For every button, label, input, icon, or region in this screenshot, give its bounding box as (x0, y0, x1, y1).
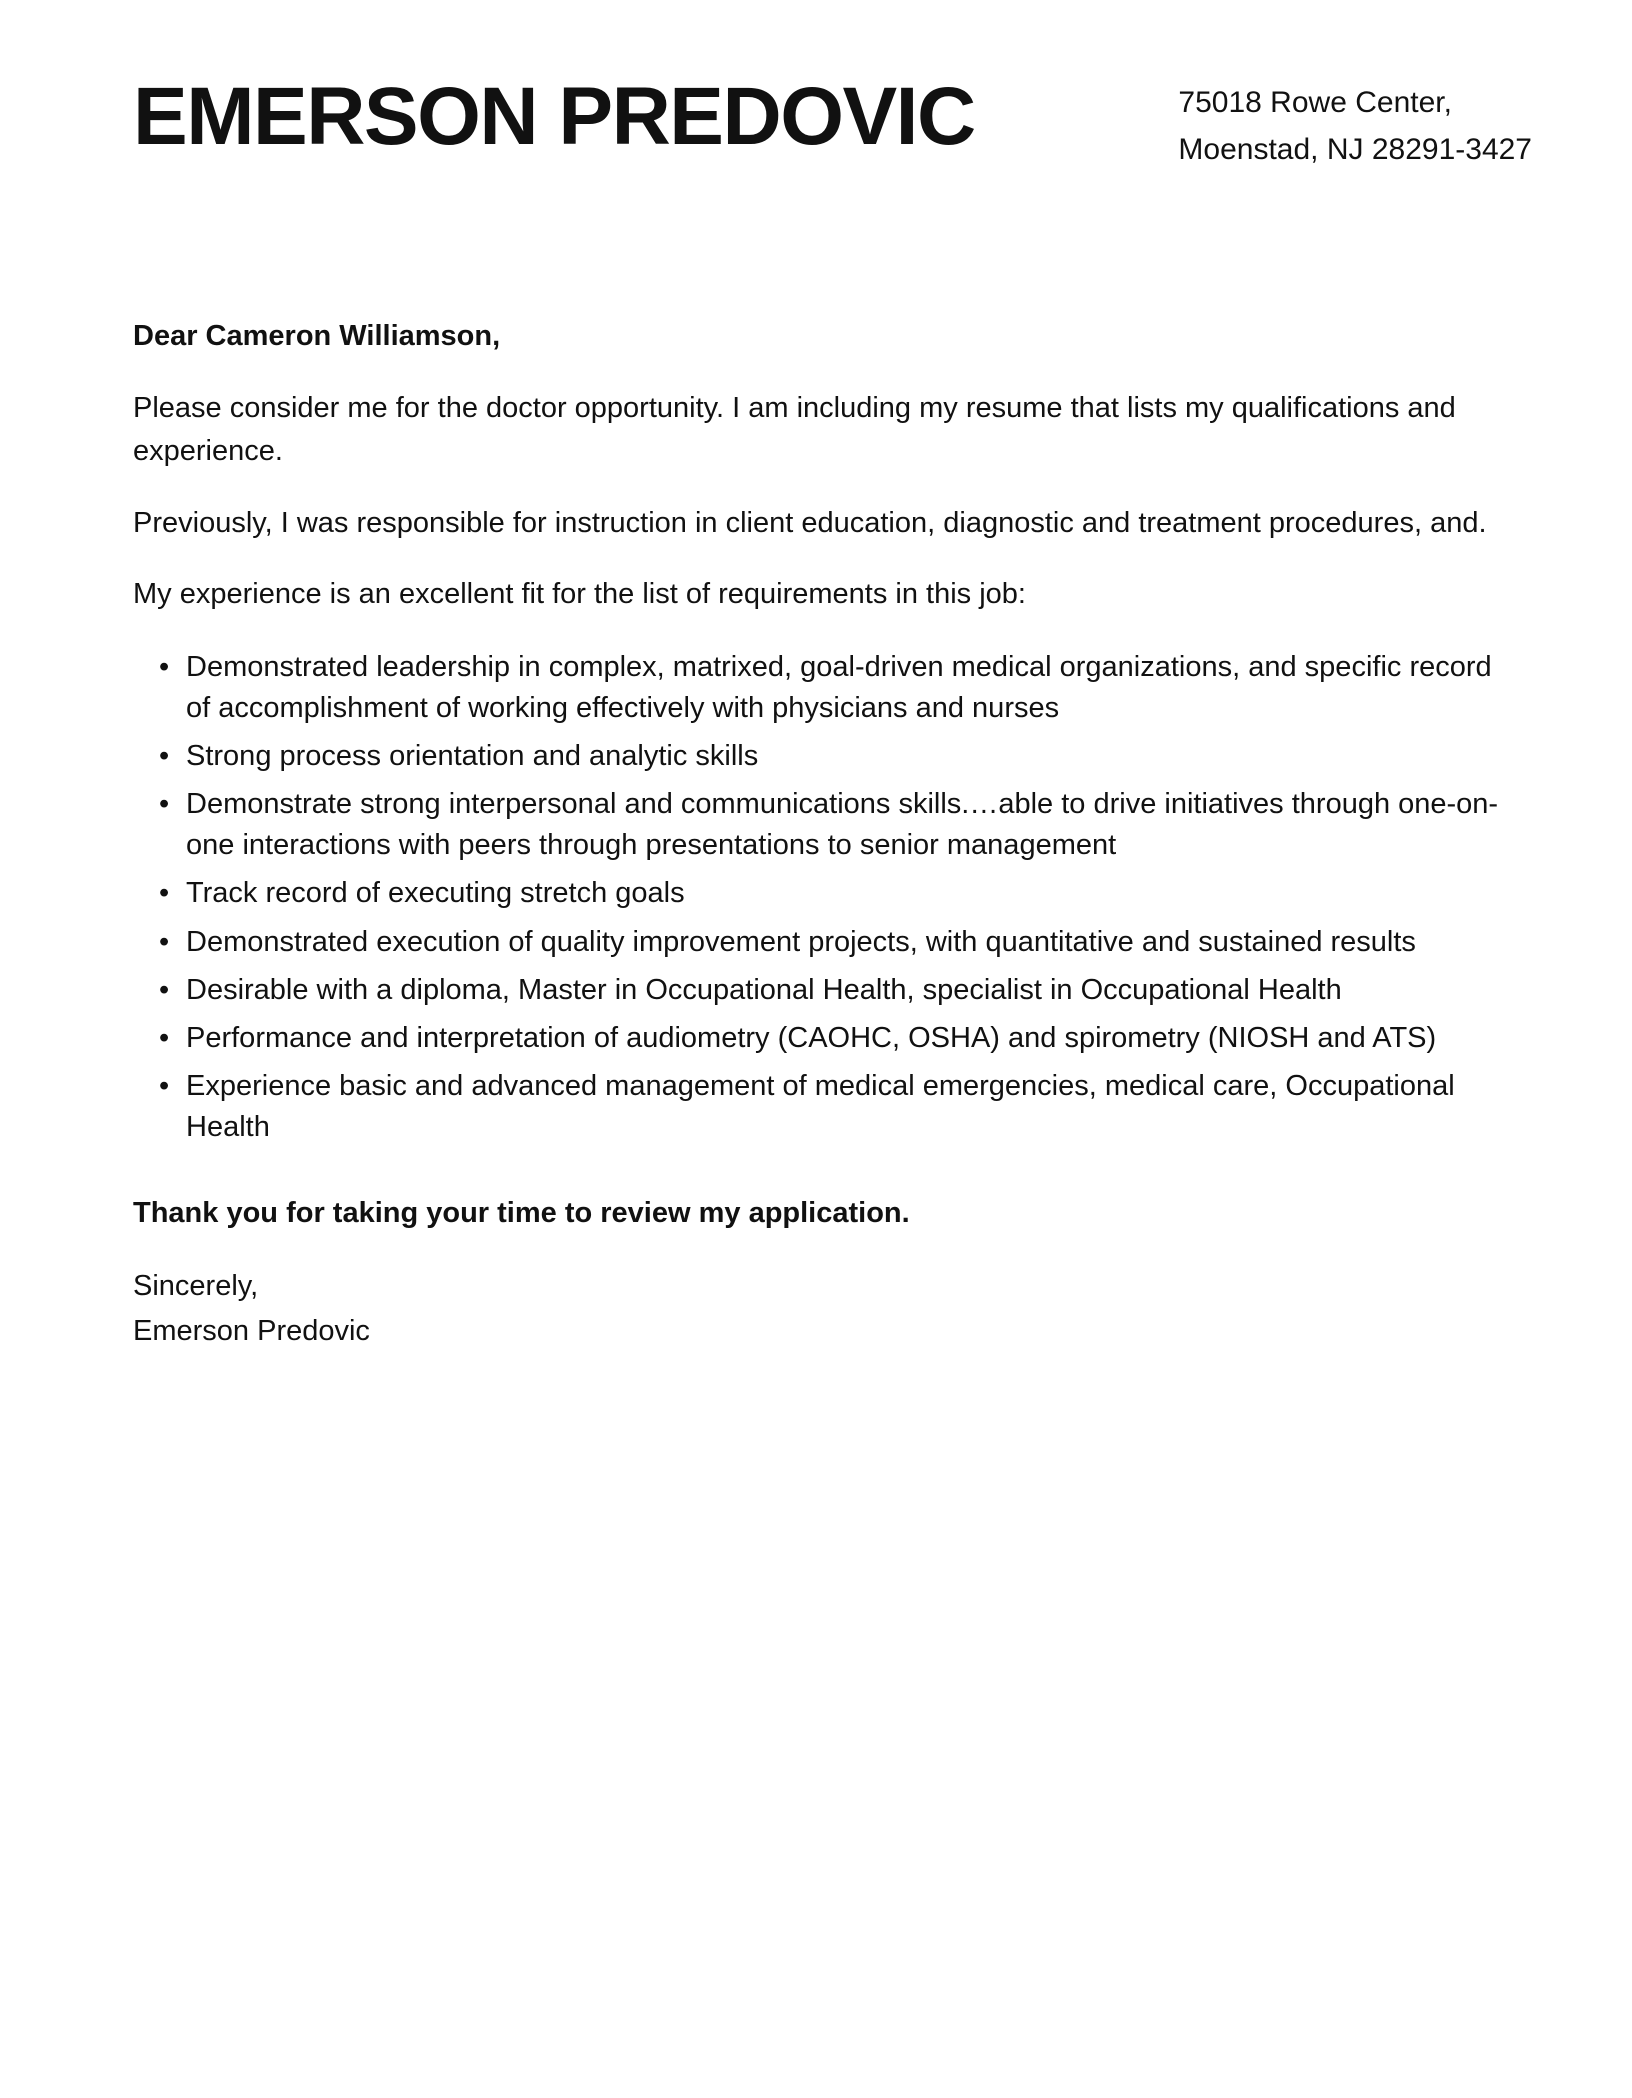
paragraph-experience: Previously, I was responsible for instruction in client education, diagnostic and treatment procedures, and. (133, 506, 1487, 539)
list-item: • Track record of executing stretch goals (133, 873, 1523, 914)
list-item: • Demonstrated leadership in complex, matrixed, goal-driven medical organizations, and specific record of accomplishment of working effectively with physicians and nurses (133, 647, 1523, 729)
sender-name: EMERSON PREDOVIC (133, 71, 975, 162)
letter-header (133, 58, 1532, 173)
signoff: Sincerely, (133, 1269, 259, 1302)
signoff-block (133, 1264, 1523, 1354)
closing-line: Thank you for taking your time to review my application. (133, 1197, 910, 1230)
paragraph-fit: My experience is an excellent fit for the list of requirements in this job: (133, 578, 1026, 610)
signature-name: Emerson Predovic (133, 1314, 370, 1347)
list-item: • Demonstrated execution of quality improvement projects, with quantitative and sustained results (133, 922, 1523, 963)
list-item: • Desirable with a diploma, Master in Occupational Health, specialist in Occupational Health (133, 970, 1523, 1011)
salutation: Dear Cameron Williamson, (133, 320, 501, 352)
sender-address-line-2: Moenstad, NJ 28291-3427 (1178, 132, 1532, 166)
sender-address (1178, 80, 1532, 173)
paragraph-intro: Please consider me for the doctor opportunity. I am including my resume that lists my qualifications and experience. (133, 391, 1456, 467)
list-item: • Experience basic and advanced management of medical emergencies, medical care, Occupational Health (133, 1066, 1523, 1148)
list-item: • Performance and interpretation of audiometry (CAOHC, OSHA) and spirometry (NIOSH and ATS) (133, 1018, 1523, 1059)
sender-address-line-1: 75018 Rowe Center, (1178, 86, 1452, 119)
requirements-list (133, 647, 1523, 1149)
list-item: • Demonstrate strong interpersonal and communications skills.…able to drive initiatives through one-on-one interactions with peers through presentations to senior management (133, 784, 1523, 866)
letter-body (133, 315, 1523, 1354)
list-item: • Strong process orientation and analytic skills (133, 736, 1523, 777)
